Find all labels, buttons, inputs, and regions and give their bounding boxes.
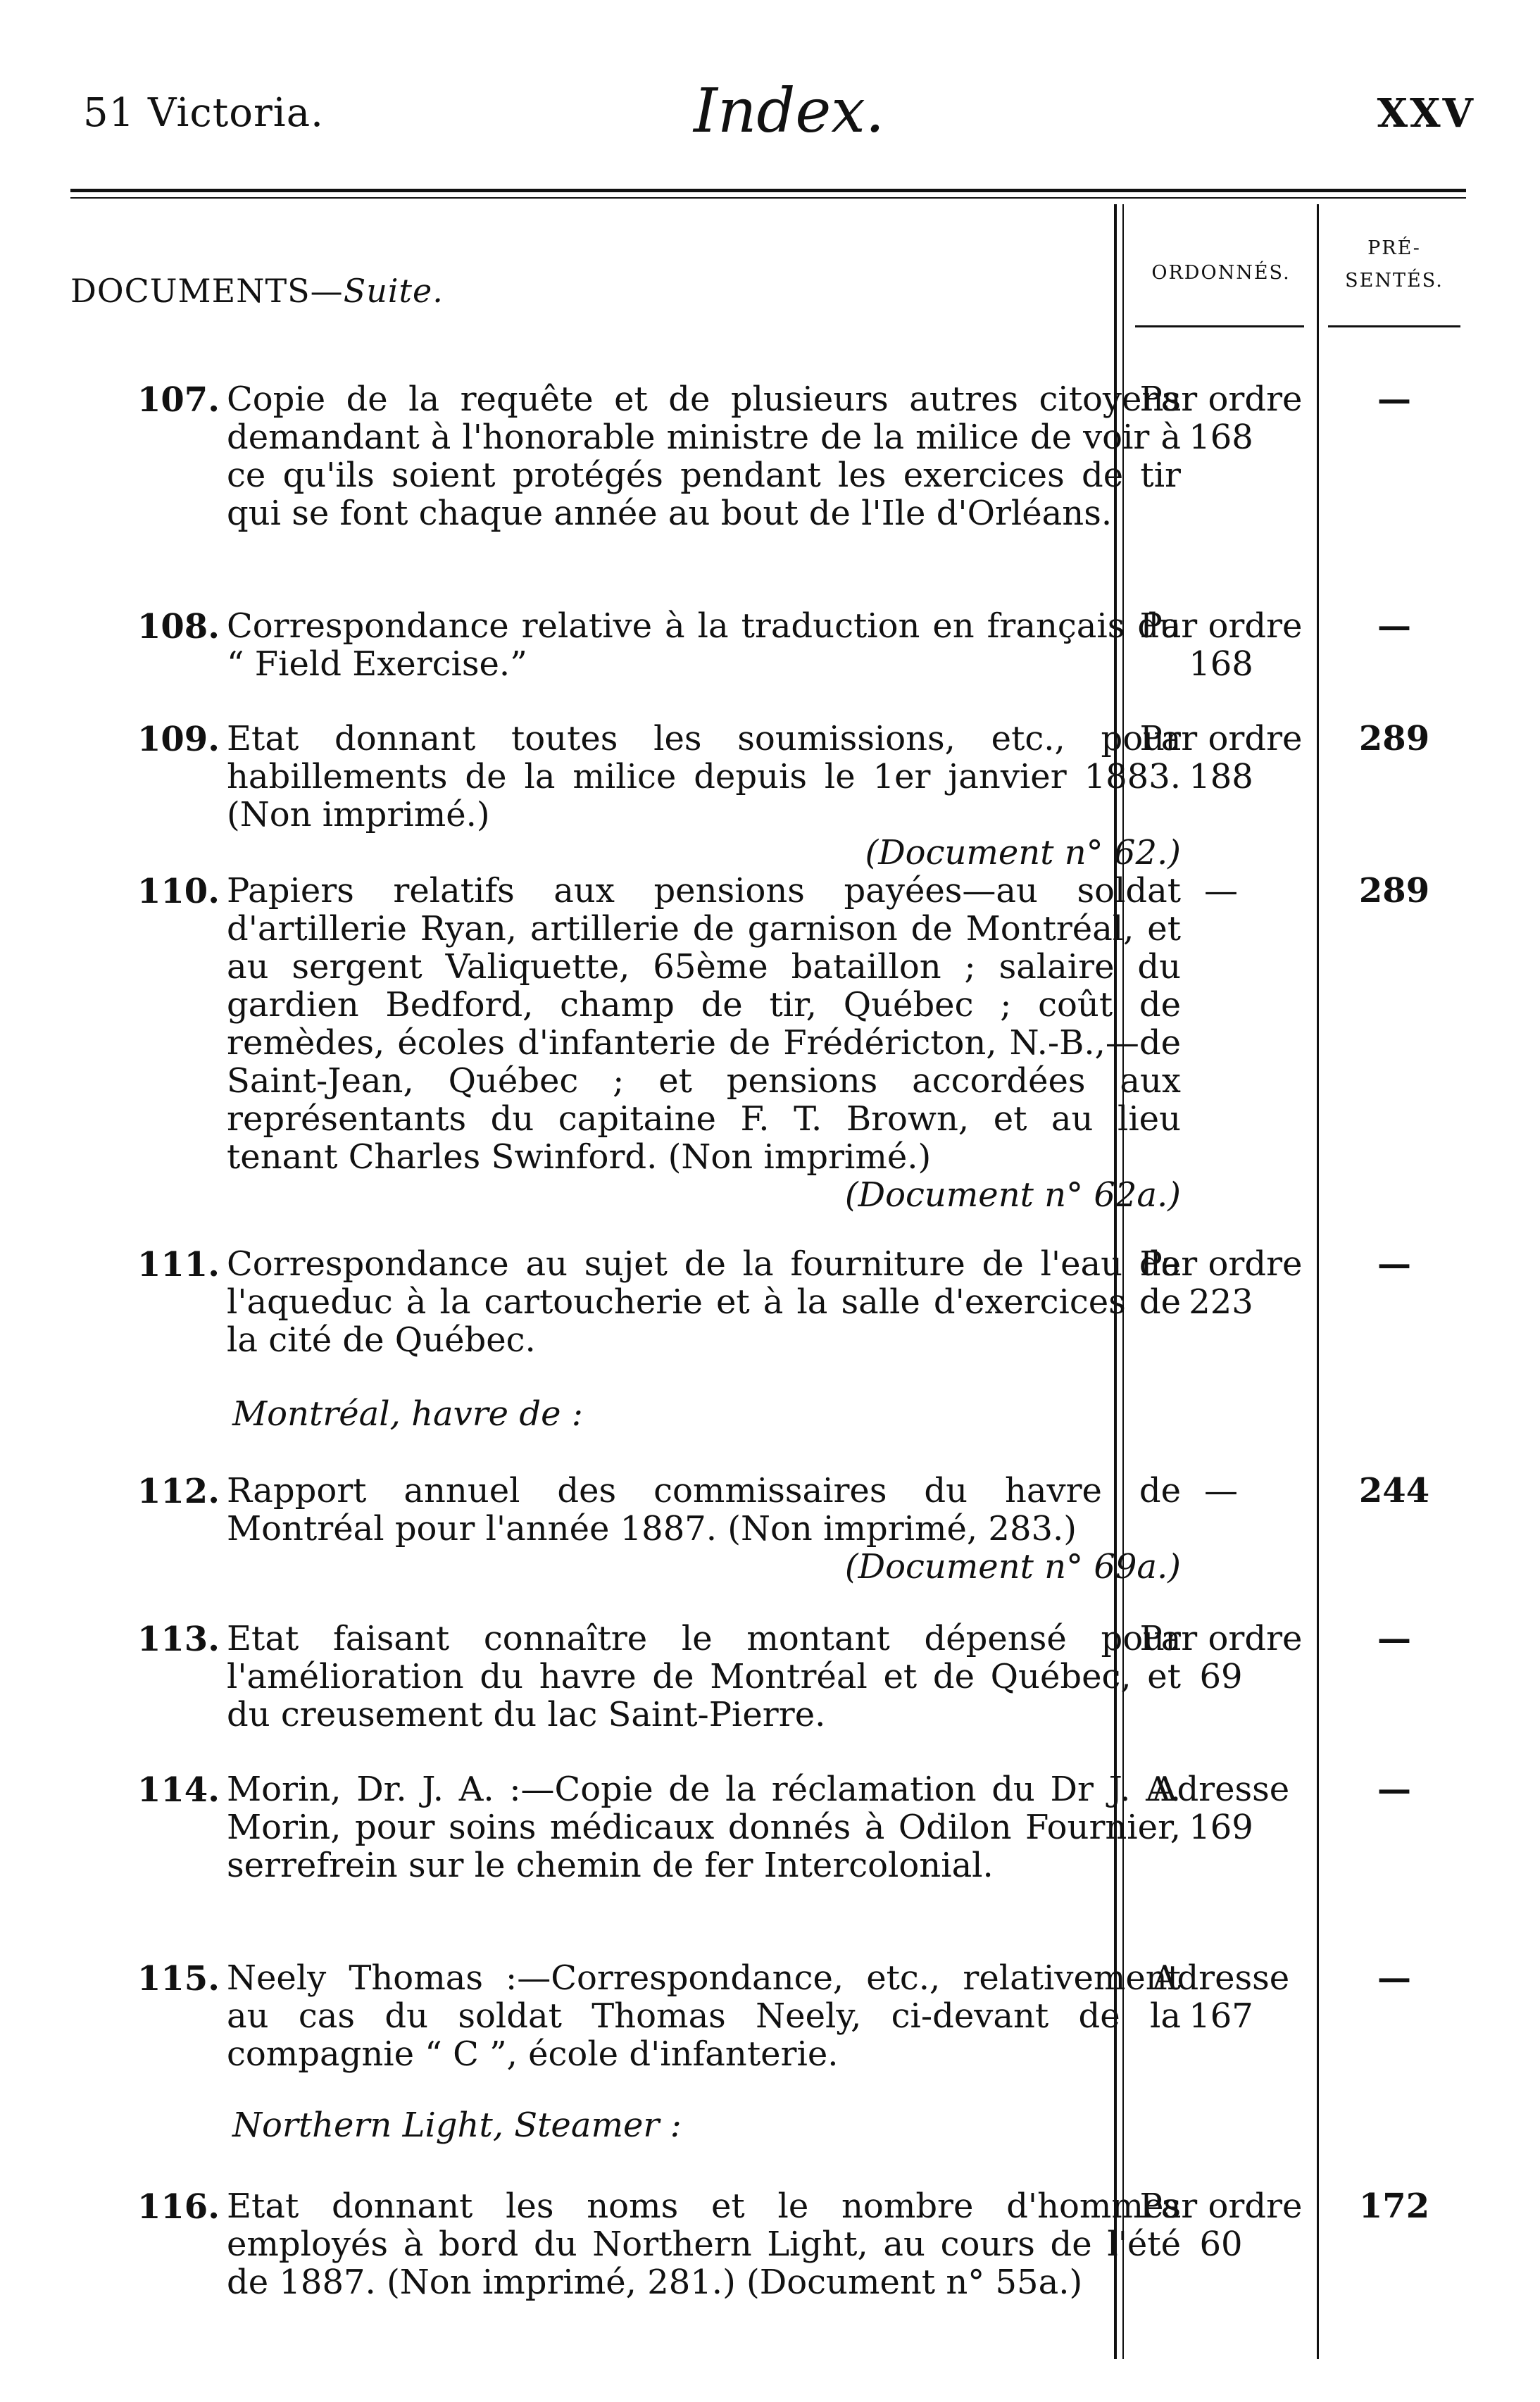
entry-ordonnes xyxy=(1127,1472,1315,1510)
entry-ordonnes xyxy=(1127,720,1315,796)
column-header-presentes-line2: SENTÉS. xyxy=(1345,270,1444,292)
entry-text xyxy=(227,872,1181,1214)
entry-ordonnes xyxy=(1127,1245,1315,1321)
entry-document-ref: (Document n° 62.) xyxy=(865,833,1181,872)
entry-presentes: — xyxy=(1377,1244,1411,1284)
entry-number: 115. xyxy=(137,1959,220,1998)
section-title-main: DOCUMENTS— xyxy=(70,272,344,310)
entry-text-content: Morin, Dr. J. A. :—Copie de la réclamation du Dr J. A. Morin, pour soins médicaux donnés à Odilon Fournier, serrefrein sur le chemin de fer Intercolonial. xyxy=(227,1770,1181,1885)
header-page-number: XXV xyxy=(1377,90,1475,137)
entry-text xyxy=(227,1620,1181,1734)
column-header-presentes-line1: PRÉ- xyxy=(1367,237,1421,259)
entry-ordonnes-type: Par ordre xyxy=(1139,1244,1303,1284)
header-title: Index. xyxy=(694,76,885,146)
entry-text-content: Etat faisant connaître le montant dépensé pour l'amélioration du havre de Montréal et de Québec, et du creusement du lac Saint-Pierre. xyxy=(227,1619,1181,1734)
column-header-rule-ordonnes xyxy=(1135,325,1304,327)
entry-ordonnes-page: 167 xyxy=(1189,1996,1253,2036)
entry-ordonnes xyxy=(1127,607,1315,683)
entry-text-content: Papiers relatifs aux pensions payées—au soldat d'artillerie Ryan, artillerie de garnison de Montréal, et au sergent Valiquette, 65ème bataillon ; salaire du gardien Bedford, champ de tir, Québec ; coût de remèdes, écoles d'infanterie de Frédéricton, N.-B.,—de Saint-Jean, Québec ; et pensions accordées aux représentants du capitaine F. T. Brown, et au lieu tenant Charles Swinford. (Non imprimé.) xyxy=(227,871,1181,1177)
entry-text-content: Etat donnant les noms et le nombre d'hommes employés à bord du Northern Light, au cours de l'été de 1887. (Non imprimé, 281.) (Document n° 55a.) xyxy=(227,2187,1181,2302)
entry-number: 112. xyxy=(137,1472,220,1511)
entry-number: 111. xyxy=(137,1245,220,1284)
column-divider-right xyxy=(1317,204,1319,2359)
entry-ordonnes-type: Par ordre xyxy=(1139,2187,1303,2226)
entry-ordonnes-type: Par ordre xyxy=(1139,1619,1303,1658)
header-rule-thin xyxy=(70,197,1466,199)
entry-number: 109. xyxy=(137,720,220,759)
entry-presentes: — xyxy=(1377,1619,1411,1658)
entry-ordonnes-page: 223 xyxy=(1189,1282,1253,1322)
column-header-rule-presentes xyxy=(1328,325,1460,327)
column-header-presentes xyxy=(1324,232,1465,297)
entry-ordonnes xyxy=(1127,1959,1315,2035)
entry-ordonnes-type: Par ordre xyxy=(1139,606,1303,646)
entry-number: 107. xyxy=(137,380,220,420)
entry-number: 116. xyxy=(137,2187,220,2227)
entry-text-content: Copie de la requête et de plusieurs autres citoyens demandant à l'honorable ministre de la milice de voir à ce qu'ils soient protégés pendant les exercices de tir qui se font chaque année au bout de l'Ile d'Orléans. xyxy=(227,380,1181,533)
entry-ordonnes-type: Par ordre xyxy=(1139,719,1303,758)
entry-text xyxy=(227,1245,1181,1359)
entry-ordonnes xyxy=(1127,1620,1315,1696)
section-title xyxy=(70,272,444,310)
entry-ordonnes xyxy=(1127,2187,1315,2263)
entry-document-ref: (Document n° 62a.) xyxy=(844,1175,1181,1215)
entry-ordonnes-page: 168 xyxy=(1189,418,1253,457)
entry-ordonnes xyxy=(1127,380,1315,456)
entry-text xyxy=(227,720,1181,872)
entry-presentes: — xyxy=(1377,1958,1411,1998)
entry-presentes: — xyxy=(1377,1770,1411,1809)
entry-document-ref: (Document n° 69a.) xyxy=(844,1547,1181,1587)
entry-presentes: 289 xyxy=(1358,719,1430,758)
column-header-ordonnes: ORDONNÉS. xyxy=(1151,262,1291,284)
entry-ordonnes xyxy=(1127,872,1315,910)
entry-text-content: Neely Thomas :—Correspondance, etc., relativement au cas du soldat Thomas Neely, ci-devant de la compagnie “ C ”, école d'infanterie. xyxy=(227,1958,1181,2074)
entry-text xyxy=(227,1959,1181,2073)
entry-text xyxy=(227,2187,1181,2301)
entry-text xyxy=(227,607,1181,683)
entry-ordonnes-page: 168 xyxy=(1189,644,1253,684)
entry-ordonnes-page: 60 xyxy=(1199,2225,1243,2264)
entry-presentes: 289 xyxy=(1358,871,1430,911)
entry-text-content: Etat donnant toutes les soumissions, etc., pour habillements de la milice depuis le 1er janvier 1883. (Non imprimé.) xyxy=(227,719,1181,834)
entry-text xyxy=(227,1472,1181,1586)
entry-presentes: — xyxy=(1377,380,1411,419)
entry-ordonnes-page: 169 xyxy=(1189,1808,1253,1847)
entry-text xyxy=(227,1770,1181,1884)
entry-presentes: 172 xyxy=(1358,2187,1430,2226)
entry-presentes: — xyxy=(1377,606,1411,646)
entry-ordonnes-type: Adresse xyxy=(1152,1958,1290,1998)
entry-ordonnes-type: — xyxy=(1204,1471,1238,1510)
entry-text-content: Rapport annuel des commissaires du havre de Montréal pour l'année 1887. (Non imprimé, 283.) xyxy=(227,1471,1181,1549)
entry-presentes: 244 xyxy=(1358,1471,1430,1510)
entry-ordonnes-type: Adresse xyxy=(1152,1770,1290,1809)
entry-ordonnes-type: — xyxy=(1204,871,1238,911)
entry-number: 113. xyxy=(137,1620,220,1659)
entry-number: 108. xyxy=(137,607,220,646)
entry-ordonnes-page: 188 xyxy=(1189,757,1253,796)
subheading-montreal: Montréal, havre de : xyxy=(232,1394,583,1434)
subheading-northern-light: Northern Light, Steamer : xyxy=(232,2106,682,2145)
header-rule-thick xyxy=(70,189,1466,192)
entry-text-content: Correspondance au sujet de la fourniture de l'eau de l'aqueduc à la cartoucherie et à la salle d'exercices de la cité de Québec. xyxy=(227,1244,1181,1360)
entry-ordonnes xyxy=(1127,1770,1315,1846)
entry-number: 110. xyxy=(137,872,220,911)
section-title-suffix: Suite. xyxy=(343,272,444,310)
header-session: 51 Victoria. xyxy=(83,90,324,136)
entry-ordonnes-page: 69 xyxy=(1199,1657,1243,1696)
entry-text-content: Correspondance relative à la traduction en français du “ Field Exercise.” xyxy=(227,606,1181,684)
entry-number: 114. xyxy=(137,1770,220,1810)
entry-ordonnes-type: Par ordre xyxy=(1139,380,1303,419)
entry-text xyxy=(227,380,1181,532)
